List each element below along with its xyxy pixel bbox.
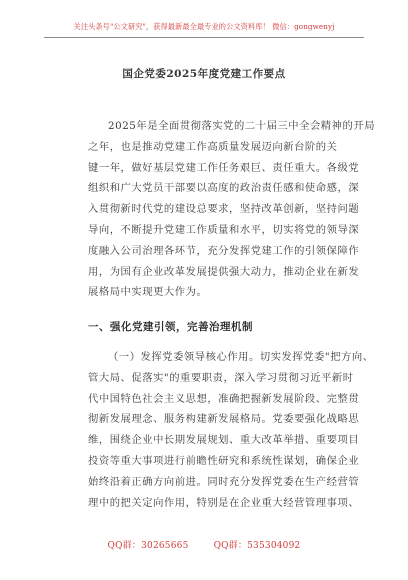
section-heading: 一、强化党建引领，完善治理机制 bbox=[88, 321, 253, 333]
paragraph-line: 理中的把关定向作用，特别是在企业重大经营管理事项、 bbox=[88, 496, 360, 509]
paragraph-line: 入贯彻新时代党的建设总要求，坚持改革创新，坚持问题 bbox=[88, 203, 360, 216]
header-divider bbox=[44, 37, 364, 38]
paragraph-line: 彻新发展理念、服务构建新发展格局。党委要强化战略思 bbox=[88, 413, 360, 426]
paragraph-line: （一）发挥党委领导核心作用。切实发挥党委"把方向、 bbox=[108, 351, 374, 363]
paragraph-line: 投资等重大事项进行前瞻性研究和系统性谋划，确保企业 bbox=[88, 454, 360, 467]
footer-qq-group-2: QQ群：535304092 bbox=[213, 541, 301, 551]
paragraph-line: 度融入公司治理各环节，充分发挥党建工作的引领保障作 bbox=[88, 244, 360, 257]
paragraph-line: 管大局、促落实"的重要职责，深入学习贯彻习近平新时 bbox=[88, 371, 354, 384]
paragraph-line: 导向，不断提升党建工作质量和水平，切实将党的领导深 bbox=[88, 223, 360, 236]
paragraph-line: 2025年是全面贯彻落实党的二十届三中全会精神的开局 bbox=[108, 120, 376, 132]
footer-qq-group-1: QQ群：30265665 bbox=[107, 541, 189, 551]
document-title: 国企党委2025年度党建工作要点 bbox=[122, 68, 286, 80]
footer-contact bbox=[0, 538, 408, 551]
paragraph-line: 组织和广大党员干部要以高度的政治责任感和使命感，深 bbox=[88, 182, 360, 195]
paragraph-line: 展格局中实现更大作为。 bbox=[88, 286, 208, 299]
paragraph-line: 之年，也是推动党建工作高质量发展迈向新台阶的关 bbox=[88, 140, 338, 153]
paragraph-line: 始终沿着正确方向前进。同时充分发挥党委在生产经营管 bbox=[88, 475, 360, 488]
paragraph-line: 维，围绕企业中长期发展规划、重大改革举措、重要项目 bbox=[88, 434, 360, 447]
paragraph-line: 键一年，做好基层党建工作任务艰巨、责任重大。各级党 bbox=[88, 161, 360, 174]
intro-paragraph bbox=[88, 116, 376, 303]
paragraph-line: 用，为国有企业改革发展提供强大动力，推动企业在新发 bbox=[88, 265, 360, 278]
section-1-paragraph bbox=[88, 347, 374, 513]
paragraph-line: 代中国特色社会主义思想，准确把握新发展阶段、完整贯 bbox=[88, 392, 360, 405]
header-banner: 关注头条号"公文研究"，获得最新最全最专业的公文资料库！ 微信：gongwenyj bbox=[73, 22, 335, 31]
